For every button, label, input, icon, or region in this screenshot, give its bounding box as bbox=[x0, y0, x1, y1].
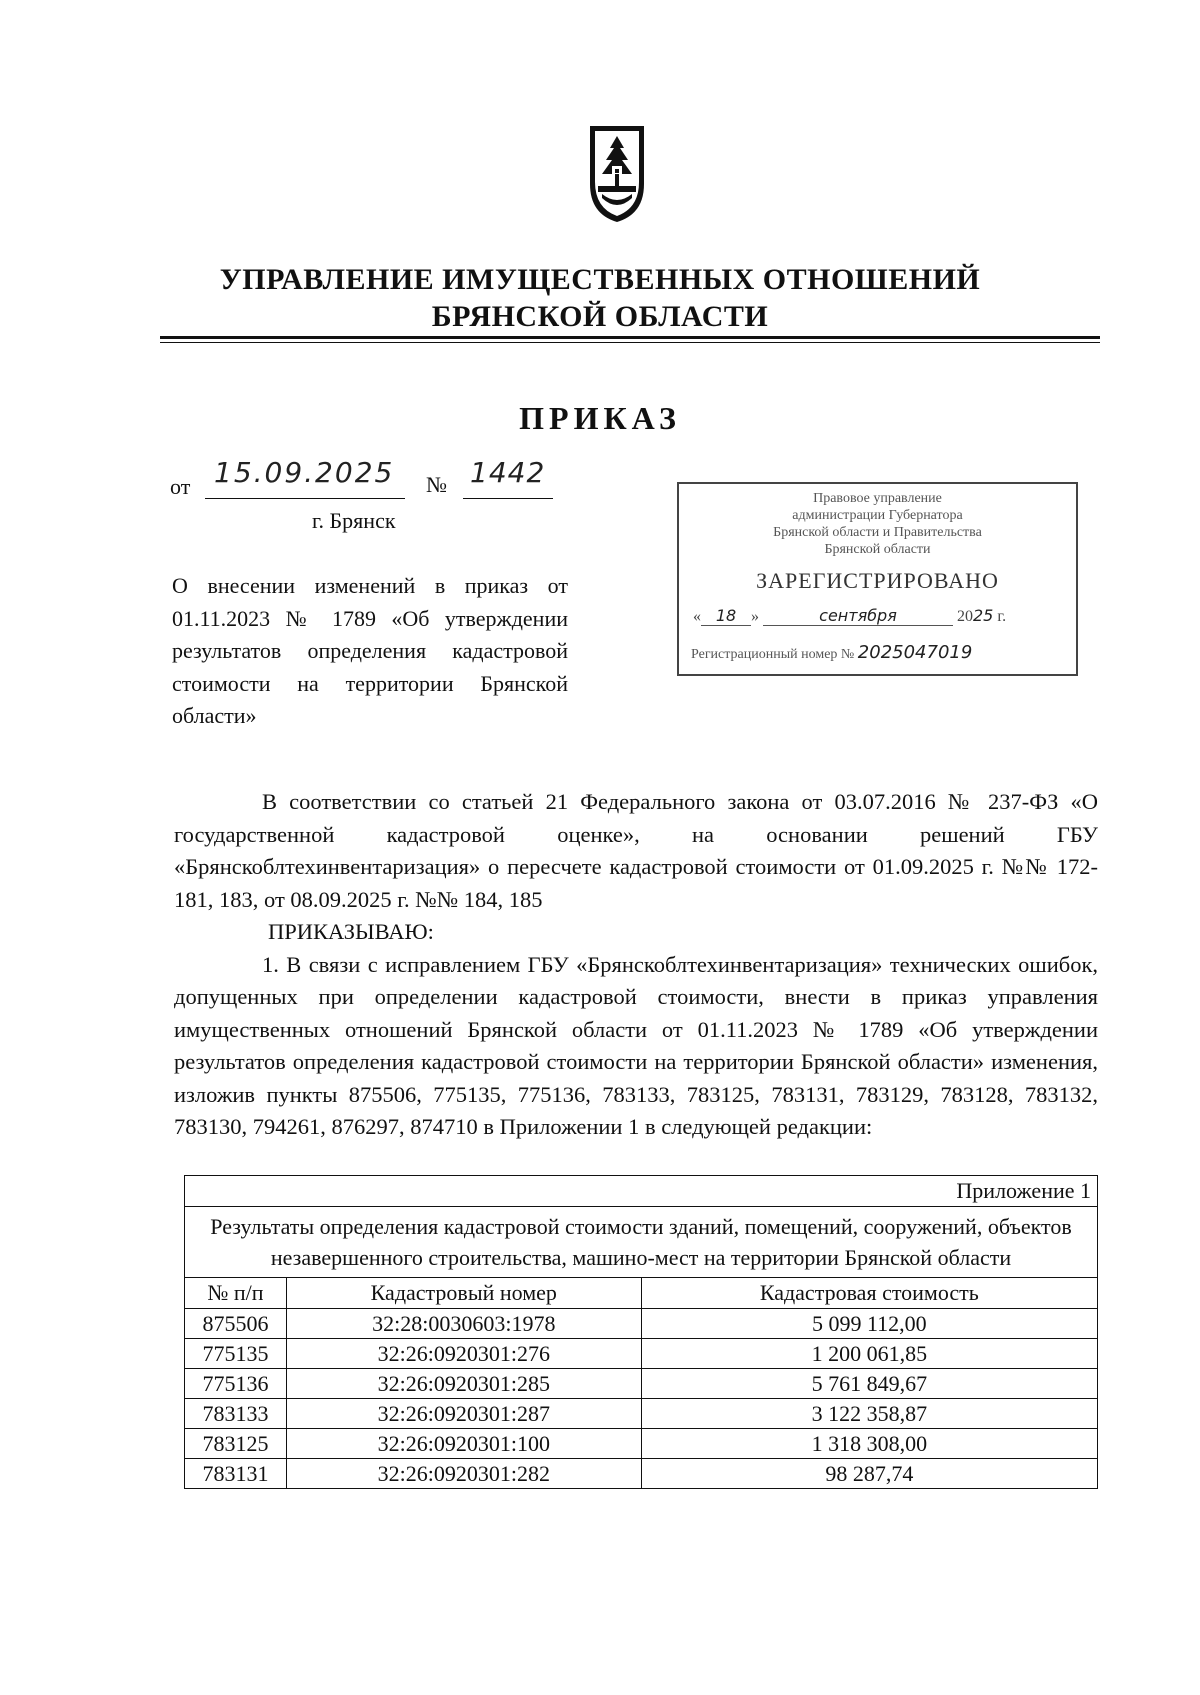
document-city: г. Брянск bbox=[312, 508, 396, 533]
point-1-paragraph: 1. В связи с исправлением ГБУ «Брянскоблтехинвентаризация» технических ошибок, допущенных при определении кадастровой стоимости, внести в приказ управления имущественных отношений Брянской области от 01.11.2023 № 1789 «Об утверждении результатов определения кадастровой стоимости на территории Брянской области» изменения, изложив пункты 875506, 775135, 775136, 783133, 783125, 783131, 783129, 783128, 783132, 783130, 794261, 876297, 874710 в Приложении 1 в следующей редакции: bbox=[174, 951, 1098, 1139]
organization-name-line2: БРЯНСКОЙ ОБЛАСТИ bbox=[431, 300, 769, 333]
table-row bbox=[185, 1429, 1098, 1459]
appendix-caption: Результаты определения кадастровой стоимости зданий, помещений, сооружений, объектов незавершенного строительства, машино-мест на территории Брянской области bbox=[185, 1207, 1098, 1278]
stamp-registered: ЗАРЕГИСТРИРОВАНО bbox=[756, 568, 999, 593]
appendix-table bbox=[184, 1175, 1098, 1489]
row-number: 875506 bbox=[185, 1309, 287, 1339]
document-date: 15.09.2025 bbox=[214, 456, 395, 489]
appendix-label: Приложение 1 bbox=[185, 1176, 1098, 1207]
stamp-line4: Брянской области bbox=[824, 542, 931, 557]
preamble-paragraph: В соответствии со статьей 21 Федерального закона от 03.07.2016 № 237-ФЗ «О государственной кадастровой оценке», на основании решений ГБУ «Брянскоблтехинвентаризация» о пересчете кадастровой стоимости от 01.09.2025 г. №№ 172-181, 183, от 08.09.2025 г. №№ 184, 185 bbox=[174, 789, 1098, 912]
table-row bbox=[185, 1399, 1098, 1429]
row-number: 775135 bbox=[185, 1339, 287, 1369]
header-rule-thick bbox=[160, 336, 1100, 339]
row-cadastral-number: 32:26:0920301:287 bbox=[286, 1399, 641, 1429]
stamp-year-prefix: 20 bbox=[957, 608, 973, 625]
column-header-cadastral-number: Кадастровый номер bbox=[286, 1278, 641, 1309]
row-cadastral-value: 5 099 112,00 bbox=[641, 1309, 1097, 1339]
column-header-number: № п/п bbox=[185, 1278, 287, 1309]
number-prefix: № bbox=[426, 472, 447, 497]
stamp-month: сентября bbox=[763, 606, 953, 626]
row-cadastral-value: 98 287,74 bbox=[641, 1459, 1097, 1489]
document-number: 1442 bbox=[470, 456, 546, 489]
stamp-reg-number: 2025047019 bbox=[857, 642, 973, 663]
stamp-line1: Правовое управление bbox=[813, 491, 942, 506]
row-cadastral-value: 1 200 061,85 bbox=[641, 1339, 1097, 1369]
stamp-date-line: « 18 » сентября 2025 г. bbox=[693, 606, 1007, 625]
row-number: 783125 bbox=[185, 1429, 287, 1459]
date-prefix: от bbox=[170, 474, 191, 499]
coat-of-arms-emblem bbox=[586, 122, 648, 226]
table-row bbox=[185, 1369, 1098, 1399]
stamp-year-hand: 25 bbox=[973, 606, 994, 625]
row-cadastral-value: 5 761 849,67 bbox=[641, 1369, 1097, 1399]
row-number: 775136 bbox=[185, 1369, 287, 1399]
row-cadastral-number: 32:26:0920301:285 bbox=[286, 1369, 641, 1399]
row-cadastral-number: 32:26:0920301:276 bbox=[286, 1339, 641, 1369]
order-word: ПРИКАЗЫВАЮ: bbox=[268, 919, 434, 944]
document-subject: О внесении изменений в приказ от 01.11.2023 № 1789 «Об утверждении результатов определения кадастровой стоимости на территории Брянской области» bbox=[172, 573, 568, 728]
stamp-year-suffix: г. bbox=[997, 608, 1007, 625]
header-rule-thin bbox=[160, 342, 1100, 343]
document-body bbox=[174, 786, 1098, 1144]
table-row bbox=[185, 1309, 1098, 1339]
stamp-reg-label: Регистрационный номер № bbox=[691, 647, 855, 662]
stamp-reg-number-line bbox=[691, 642, 972, 663]
registration-stamp bbox=[677, 482, 1078, 676]
row-cadastral-number: 32:26:0920301:282 bbox=[286, 1459, 641, 1489]
stamp-day: 18 bbox=[701, 606, 751, 626]
row-cadastral-number: 32:28:0030603:1978 bbox=[286, 1309, 641, 1339]
organization-name-line1: УПРАВЛЕНИЕ ИМУЩЕСТВЕННЫХ ОТНОШЕНИЙ bbox=[219, 263, 981, 296]
document-title: ПРИКАЗ bbox=[519, 400, 681, 436]
row-cadastral-value: 3 122 358,87 bbox=[641, 1399, 1097, 1429]
row-number: 783131 bbox=[185, 1459, 287, 1489]
table-row bbox=[185, 1459, 1098, 1489]
row-number: 783133 bbox=[185, 1399, 287, 1429]
row-cadastral-value: 1 318 308,00 bbox=[641, 1429, 1097, 1459]
stamp-line3: Брянской области и Правительства bbox=[773, 525, 982, 540]
column-header-cadastral-value: Кадастровая стоимость bbox=[641, 1278, 1097, 1309]
row-cadastral-number: 32:26:0920301:100 bbox=[286, 1429, 641, 1459]
stamp-line2: администрации Губернатора bbox=[792, 508, 963, 523]
table-row bbox=[185, 1339, 1098, 1369]
